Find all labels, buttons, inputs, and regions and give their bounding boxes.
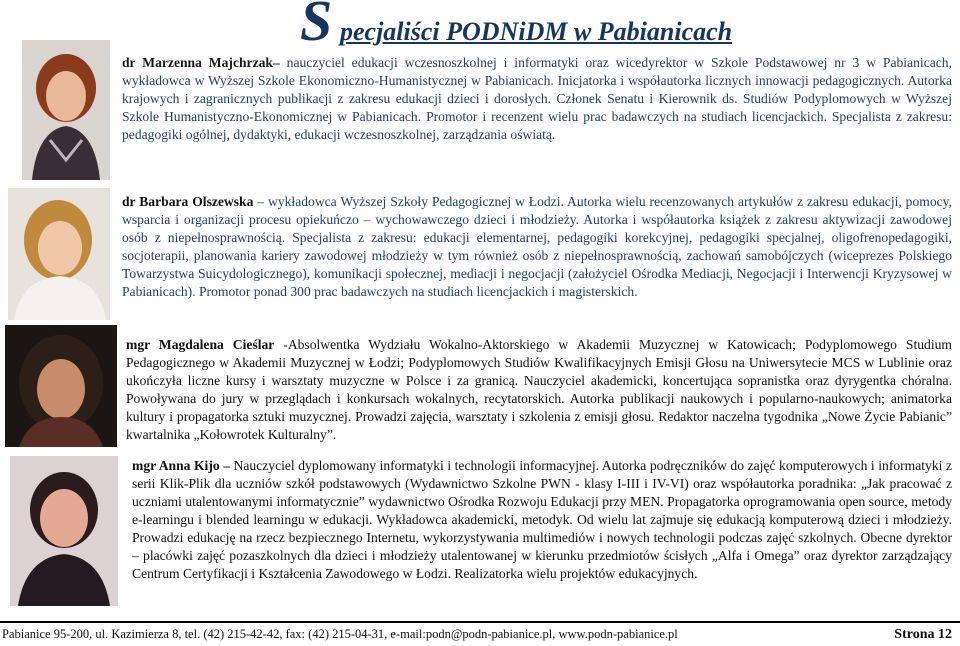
specialist-bio: nauczyciel edukacji wczesnoszkolnej i informatyki oraz wicedyrektor w Szkole Podstawowej nr 3 w Pabianicach, wykładowca w Wyższej Szkole Ekonomiczno-Humanistycznej w Pabianicach. Inicjatorka i współautorka licznych innowacji pedagogicznych. Autorka krajowych i zagranicznych publikacji z zakresu edukacji dzieci i dorosłych. Członek Senatu i Kierownik ds. Studiów Podyplomowych w Wyższej Szkole Humanistyczno-Ekonomicznej w Pabianicach. Promotor i recenzent wielu prac badawczych na studiach licencjackich. Specjalista z zakresu: pedagogiki ogólnej, dydaktyki, edukacji wczesnoszkolnej, zarządzania oświatą. [122,55,952,142]
specialist-bio: Nauczyciel dyplomowany informatyki i technologii informacyjnej. Autorka podręczników do zajęć komputerowych i informatyki z serii Klik-Plik dla uczniów szkół podstawowych (Wydawnictwo Szkolne PWN - klasy I-III i IV-VI) oraz współautorka poradnika: „Jak pracować z uczniami utalentowanymi informatycznie” wydawnictwo Ośrodka Rozwoju Edukacji przy MEN. Propagatorka oprogramowania open source, metody e-learningu i blended learningu w edukacji. Wykładowca akademicki, metodyk. Od wielu lat zajmuje się edukacją komputerową dzieci i młodzieży. Prowadzi edukację na rzecz bezpiecznego Internetu, wykorzystywania multimediów i nowych technologii podczas zajęć szkolnych. Obecne dyrektor – placówki zajęć pozaszkolnych dla dzieci i młodzieży utalentowanej w kierunku przedmiotów ścisłych „Alfa i Omega” oraz dyrektor zarządzający Centrum Certyfikacji i Kształcenia Zawodowego w Łodzi. Realizatorka wielu projektów edukacyjnych. [132,458,953,581]
specialist-bio: wykładowca Wyższej Szkoły Pedagogicznej w Łodzi. Autorka wielu recenzowanych artykułów z zakresu edukacji, pomocy, wsparcia i organizacji procesu opiekuńczo – wychowawczego dzieci i młodzieży. Autorka i współautorka książek z zakresu aktywizacji zawodowej osób z niepełnosprawnością. Specjalista z zakresu: edukacji elementarnej, pedagogiki korekcyjnej, pedagogiki specjalnej, oligofrenopedagogiki, socjoterapii, planowania kariery zawodowej młodzieży w tym również osób z niepełnosprawnością, zachowań samobójczych (wiceprezes Polskiego Towarzystwa Suicydologicznego), komunikacji społecznej, mediacji i negocjacji (założyciel Ośrodka Mediacji, Negocjacji i Interwencji Kryzysowej w Pabianicach). Promotor ponad 300 prac badawczych na studiach licencjackich i magisterskich. [122,194,952,299]
specialist-name: mgr Anna Kijo [132,458,220,473]
name-separator: – [219,458,234,473]
portrait-photo-kijo [10,456,118,606]
specialist-name: dr Barbara Olszewska [122,194,254,209]
portrait-photo-olszewska [8,188,110,320]
portrait-photo-majchrzak [22,40,110,180]
footer-address: Pabianice 95-200, ul. Kazimierza 8, tel. (42) 215-42-42, fax: (42) 215-04-31, e-mail:podn@podn-pabianice.pl, www.podn-pabianice.pl [2,627,678,641]
name-separator: – [253,194,268,209]
name-separator: – [272,55,287,70]
bio-kijo [132,457,952,583]
bio-majchrzak [122,54,952,144]
page-title [300,0,820,53]
title-text: pecjaliści PODNiDM w Pabianicach [340,17,733,46]
title-initial: S [300,0,333,53]
footer-divider [0,621,960,623]
specialist-bio: Absolwentka Wydziału Wokalno-Aktorskiego w Akademii Muzycznej w Katowicach; Podyplomowego Studium Pedagogicznego w Akademii Muzycznej w Łodzi; Podyplomowych Studiów Kwalifikacyjnych Emisji Głosu na Uniwersytecie MCS w Lublinie oraz ukończyła liczne kursy i warsztaty muzyczne w Polsce i za granicą. Nauczyciel akademicki, koncertująca sopranistka oraz dyrygentka chóralna. Powoływana do jury w przeglądach i konkursach wokalnych, recytatorskich. Autorka publikacji naukowych i popularno-naukowych; animatorka kultury i propagatorka sztuki muzycznej. Prowadzi zajęcia, warsztaty i szkolenia z emisji głosu. Redaktor naczelna tygodnika „Nowe Życie Pabianic” kwartalnika „Kołowrotek Kulturalny”. [126,337,952,442]
name-separator: - [274,337,288,352]
bio-cieslar [126,336,952,444]
bio-olszewska [122,193,952,301]
page-number: Strona 12 [894,627,952,642]
specialist-name: mgr Magdalena Cieślar [126,337,275,352]
specialist-name: dr Marzenna Majchrzak [122,55,273,70]
portrait-photo-cieslar [5,325,117,447]
